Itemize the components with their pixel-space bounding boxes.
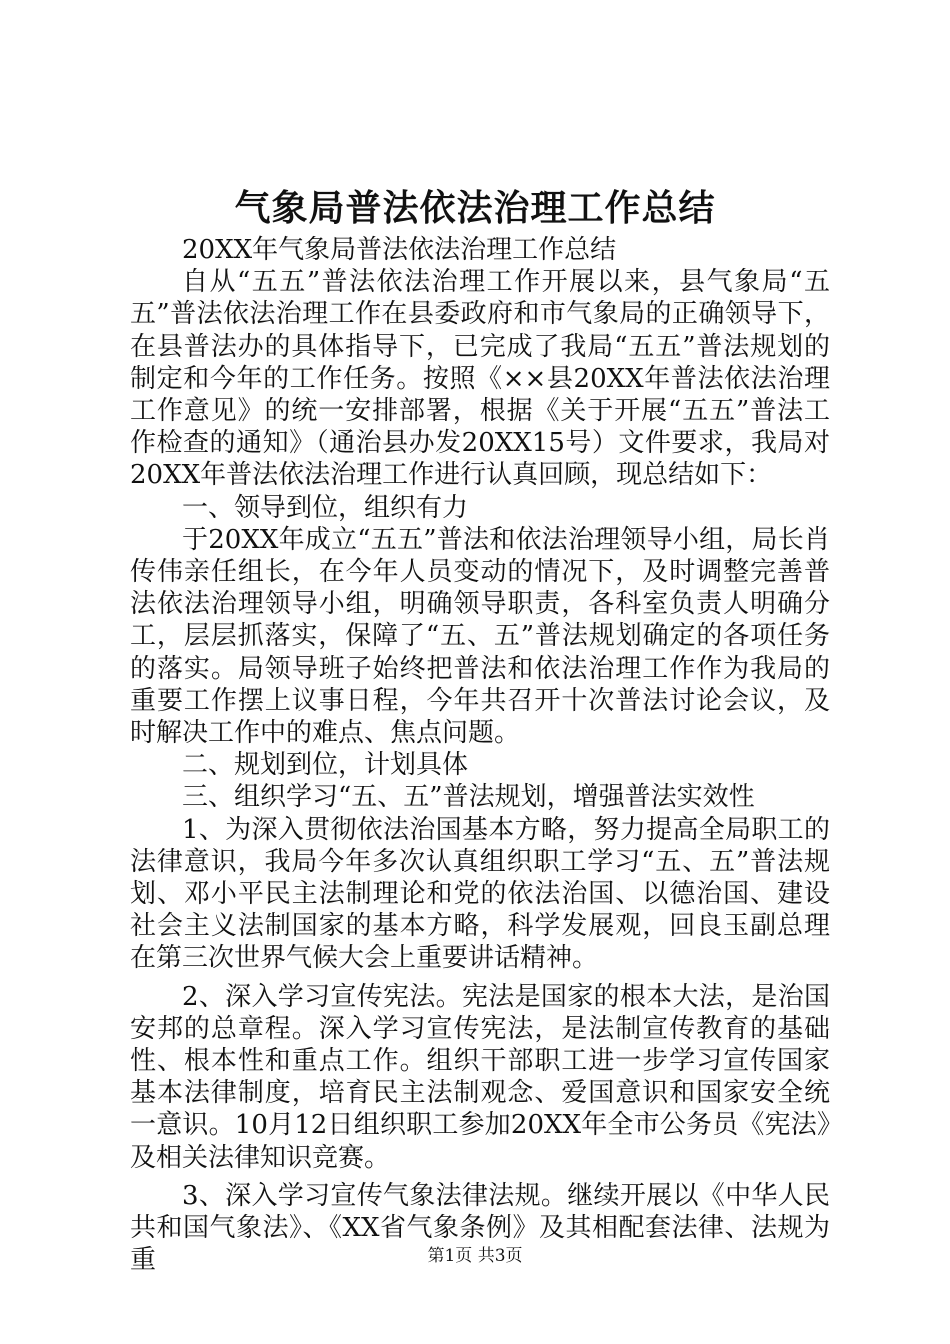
section-1-paragraph: 于20XX年成立“五五”普法和依法治理领导小组，局长肖传伟亲任组长，在今年人员变动的情况下，及时调整完善普法依法治理领导小组，明确领导职责，各科室负责人明确分工，层层抓落实，保障了“五、五”普法规划确定的各项任务的落实。局领导班子始终把普法和依法治理工作作为我局的重要工作摆上议事日程，今年共召开十次普法讨论会议，及时解决工作中的难点、焦点问题。 <box>130 524 830 749</box>
document-body <box>130 234 830 1277</box>
section-heading-3: 三、组织学习“五、五”普法规划，增强普法实效性 <box>182 782 755 813</box>
page-footer: 第1页 共3页 <box>427 1246 523 1266</box>
intro-paragraph: 自从“五五”普法依法治理工作开展以来，县气象局“五五”普法依法治理工作在县委政府和市气象局的正确领导下，在县普法办的具体指导下，已完成了我局“五五”普法规划的制定和今年的工作任务。按照《××县20XX年普法依法治理工作意见》的统一安排部署，根据《关于开展“五五”普法工作检查的通知》（通治县办发20XX15号）文件要求，我局对20XX年普法依法治理工作进行认真回顾，现总结如下： <box>130 267 830 491</box>
document-title: 气象局普法依法治理工作总结 <box>234 187 716 229</box>
section-heading-2: 二、规划到位，计划具体 <box>182 750 469 781</box>
item-3-paragraph: 3、深入学习宣传气象法律法规。继续开展以《中华人民共和国气象法》、《XX省气象条例》及其相配套法律、法规为重 <box>130 1180 830 1276</box>
doc-subtitle-paragraph: 20XX年气象局普法依法治理工作总结 <box>182 235 617 265</box>
item-1-paragraph: 1、为深入贯彻依法治国基本方略，努力提高全局职工的法律意识，我局今年多次认真组织职工学习“五、五”普法规划、邓小平民主法制理论和党的依法治国、以德治国、建设社会主义法制国家的基本方略，科学发展观，回良玉副总理在第三次世界气候大会上重要讲话精神。 <box>130 814 830 974</box>
item-2-paragraph: 2、深入学习宣传宪法。宪法是国家的根本大法，是治国安邦的总章程。深入学习宣传宪法，是法制宣传教育的基础性、根本性和重点工作。组织干部职工进一步学习宣传国家基本法律制度，培育民主法制观念、爱国意识和国家安全统一意识。10月12日组织职工参加20XX年全市公务员《宪法》及相关法律知识竞赛。 <box>130 981 830 1173</box>
section-heading-1: 一、领导到位，组织有力 <box>182 492 469 523</box>
